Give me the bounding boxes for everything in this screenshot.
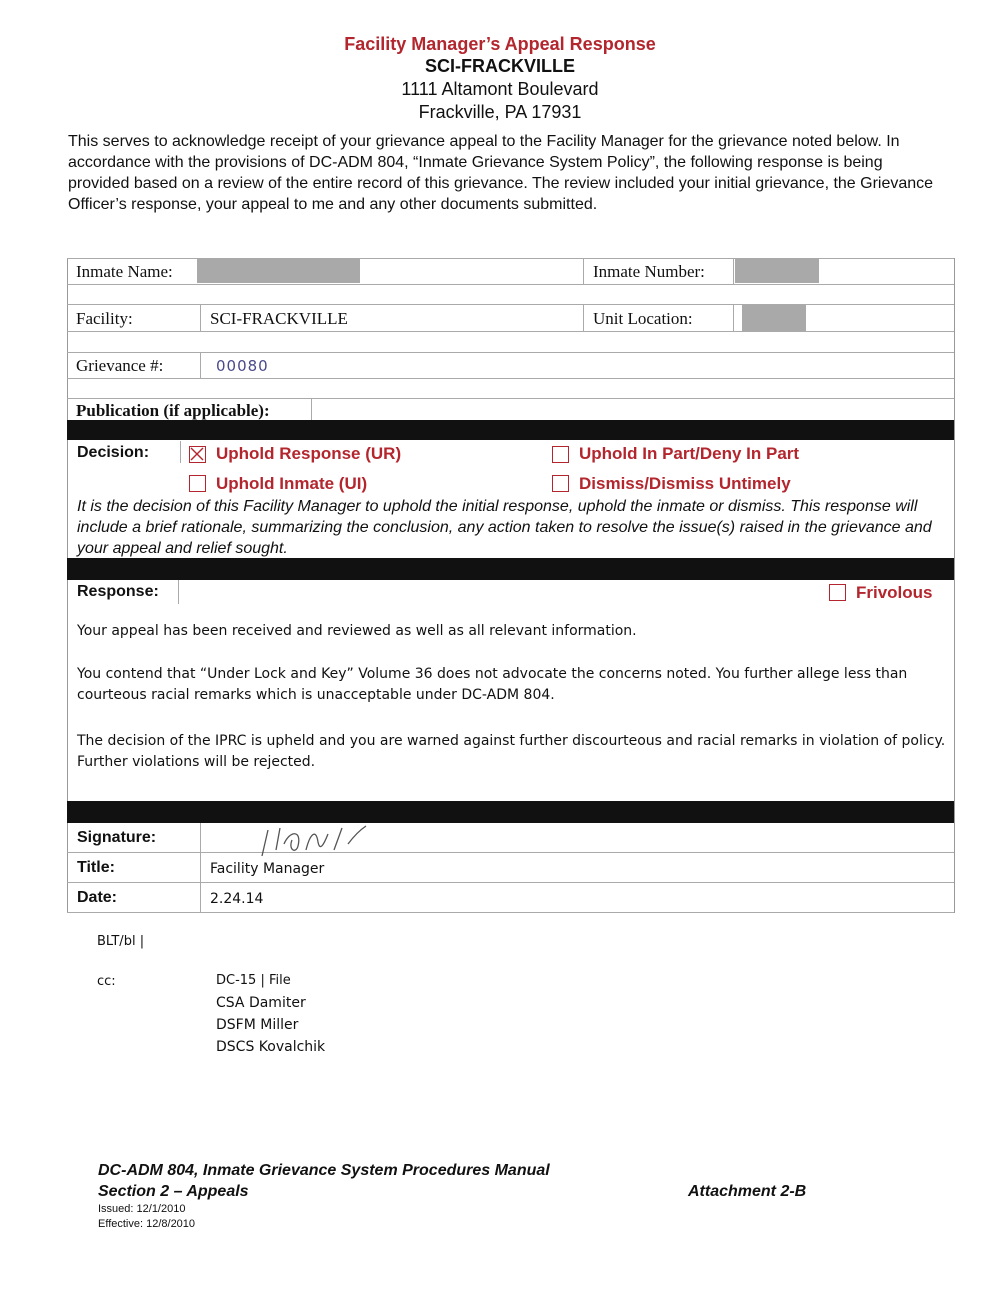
publication-label: Publication (if applicable): [76,401,270,420]
signature-label: Signature: [77,829,157,846]
grievance-number-label: Grievance #: [76,356,164,375]
uphold-in-part-label: Uphold In Part/Deny In Part [579,444,800,463]
uphold-response-label: Uphold Response (UR) [216,444,402,463]
dismiss-label: Dismiss/Dismiss Untimely [579,474,791,493]
title-value: Facility Manager [210,861,325,877]
response-paragraph-2: You contend that “Under Lock and Key” Volume 36 does not advocate the concerns noted. You further allege less than courteous racial remarks which is unacceptable under DC-ADM 804. [77,666,908,703]
inmate-number-label: Inmate Number: [593,262,705,281]
footer-attachment: Attachment 2-B [688,1183,807,1200]
intro-paragraph: This serves to acknowledge receipt of your grievance appeal to the Facility Manager for the grievance noted below. In accordance with the provisions of DC-ADM 804, “Inmate Grievance System Policy”, the following response is being provided based on a review of the entire record of this grievance. The review included your initial grievance, the Grievance Officer’s response, your appeal to me and any other documents submitted. [68,133,934,213]
uphold-in-part-checkbox[interactable] [552,446,569,463]
response-label: Response: [77,583,159,600]
footer-effective: Effective: 12/8/2010 [98,1218,196,1230]
cc-item: DSCS Kovalchik [216,1039,326,1055]
address-line-2: Frackville, PA 17931 [418,102,582,122]
unit-location-label: Unit Location: [593,309,693,328]
cc-item: DSFM Miller [216,1017,299,1033]
initials: BLT/bl | [97,934,145,949]
cc-label: cc: [97,974,116,989]
date-label: Date: [77,889,118,906]
grievance-number-value: 00080 [216,357,269,375]
footer-manual: DC-ADM 804, Inmate Grievance System Procedures Manual [98,1162,550,1179]
check-x-icon [190,447,204,461]
response-paragraph-1: Your appeal has been received and reviewed as well as all relevant information. [77,623,637,639]
cc-item: CSA Damiter [216,995,306,1011]
section-divider [67,558,954,580]
facility-heading: SCI-FRACKVILLE [425,56,575,76]
facility-value: SCI-FRACKVILLE [210,309,348,328]
footer-section: Section 2 – Appeals [98,1183,249,1200]
section-divider [67,420,954,440]
uphold-response-checkbox[interactable] [189,446,206,463]
frivolous-checkbox[interactable] [829,584,846,601]
signature-scribble [250,820,380,860]
response-paragraph-3: The decision of the IPRC is upheld and you are warned against further discourteous and racial remarks in violation of policy. Further violations will be rejected. [77,733,946,770]
address-line-1: 1111 Altamont Boulevard [401,79,599,99]
facility-label: Facility: [76,309,133,328]
inmate-name-redaction [197,258,360,283]
footer-issued: Issued: 12/1/2010 [98,1203,186,1215]
title-label: Title: [77,859,115,876]
inmate-name-label: Inmate Name: [76,262,173,281]
dismiss-checkbox[interactable] [552,475,569,492]
decision-label: Decision: [77,444,150,461]
unit-location-redaction [742,305,806,331]
section-divider [67,801,954,823]
inmate-number-redaction [735,258,819,283]
page-title: Facility Manager’s Appeal Response [344,34,656,54]
uphold-inmate-checkbox[interactable] [189,475,206,492]
frivolous-label: Frivolous [856,583,933,602]
cc-item: DC-15 | File [216,973,291,988]
decision-explanation: It is the decision of this Facility Manager to uphold the initial response, uphold the inmate or dismiss. This response will include a brief rationale, summarizing the conclusion, any action taken to resolve the issue(s) raised in the grievance and your appeal and relief sought. [77,498,932,557]
date-value: 2.24.14 [210,891,264,907]
uphold-inmate-label: Uphold Inmate (UI) [216,474,368,493]
